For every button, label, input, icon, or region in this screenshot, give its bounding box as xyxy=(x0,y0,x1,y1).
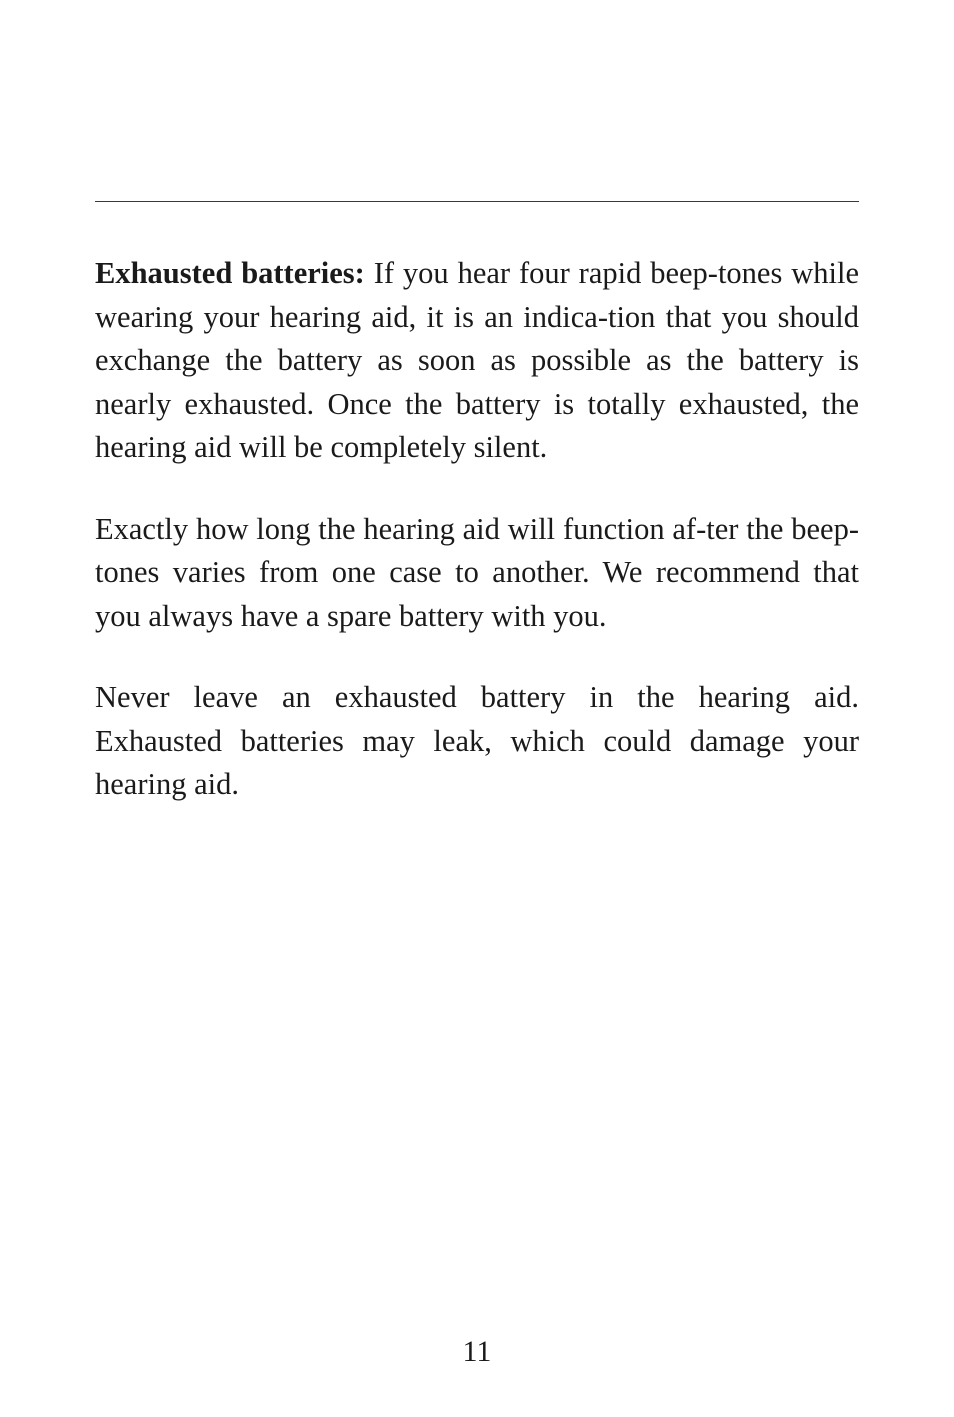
top-divider xyxy=(95,201,859,202)
paragraph-body: Never leave an exhausted battery in the hearing aid. Exhausted batteries may leak, which could damage your hearing aid. xyxy=(95,680,859,801)
paragraph-duration xyxy=(95,508,859,639)
paragraph-exhausted-batteries xyxy=(95,252,859,470)
paragraph-body: If you hear four rapid beep-tones while wearing your hearing aid, it is an indica-tion that you should exchange the battery as soon as possible as the battery is nearly exhausted. Once the battery is totally exhausted, the hearing aid will be completely silent. xyxy=(95,256,859,464)
main-text xyxy=(95,252,859,845)
paragraph-warning xyxy=(95,676,859,807)
page-number: 11 xyxy=(462,1335,492,1368)
paragraph-heading: Exhausted batteries: xyxy=(95,256,365,290)
paragraph-body: Exactly how long the hearing aid will function af-ter the beep-tones varies from one case to another. We recommend that you always have a spare battery with you. xyxy=(95,511,859,633)
